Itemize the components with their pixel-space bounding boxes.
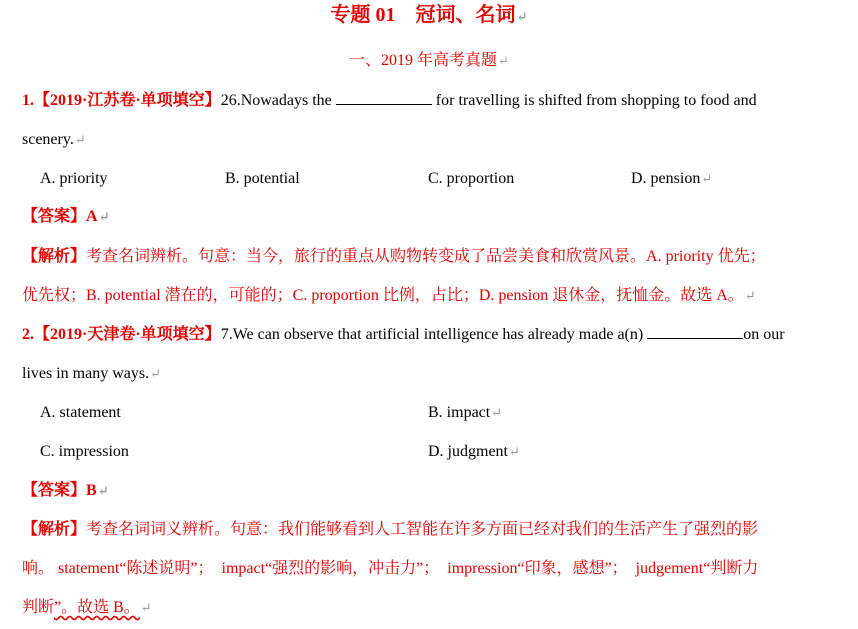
paragraph-mark: ↵: [150, 366, 161, 381]
section-heading-text: 一、2019 年高考真题: [349, 52, 498, 69]
section-heading: [0, 50, 858, 72]
q2-number: 2.: [22, 326, 34, 343]
q2-answer-value: B: [86, 482, 97, 499]
q2-analysis-text2: 响。 statement“陈述说明”； impact“强烈的影响，冲击力”； impression“印象，感想”； judgement“判断力: [22, 560, 759, 577]
q1-answer-value: A: [86, 208, 98, 225]
q1-number: 1.: [22, 92, 34, 109]
q2-analysis-line3: [22, 597, 840, 619]
q1-analysis-line1: [22, 246, 840, 268]
q2-stem-a: 7.We can observe that artificial intelligence has already made a(n): [220, 326, 644, 343]
q1-option-d-wrap: [631, 168, 712, 190]
q2-stem-line2: [22, 363, 840, 385]
paragraph-mark: ↵: [491, 405, 503, 420]
q2-stem-b: on our: [743, 326, 785, 343]
q1-option-c: C. proportion: [428, 170, 515, 187]
q1-blank: [336, 90, 432, 105]
q2-option-b-wrap: [428, 402, 502, 424]
q2-stem-line1: [22, 324, 840, 346]
q2-answer: [22, 480, 840, 502]
q1-answer-label: 【答案】: [22, 208, 87, 225]
q2-option-c: C. impression: [40, 443, 129, 460]
paragraph-mark: ↵: [74, 132, 86, 147]
q2-analysis-text3b: ”。故选 B。: [54, 599, 140, 616]
q1-answer: [22, 206, 840, 228]
paragraph-mark: ↵: [701, 171, 713, 186]
page-title: [0, 4, 858, 28]
q2-analysis-line2: [22, 558, 840, 580]
q1-analysis-line2: [22, 285, 840, 307]
q1-analysis-label: 【解析】: [22, 248, 87, 265]
paragraph-mark: ↵: [516, 9, 528, 24]
q2-option-b: B. impact: [428, 404, 491, 421]
q2-option-d: D. judgment: [428, 443, 508, 460]
q1-stem-a: 26.Nowadays the: [220, 92, 332, 109]
paragraph-mark: ↵: [509, 444, 520, 459]
q1-stem-line1: [22, 90, 840, 112]
paragraph-mark: ↵: [97, 483, 109, 498]
paragraph-mark: ↵: [140, 600, 152, 615]
q2-blank: [647, 324, 743, 339]
q2-answer-label: 【答案】: [22, 482, 87, 499]
q2-analysis-text1: 考查名词词义辨析。句意：我们能够看到人工智能在许多方面已经对我们的生活产生了强烈的影: [86, 521, 759, 538]
q2-option-d-wrap: [428, 441, 520, 463]
paragraph-mark: ↵: [98, 209, 110, 224]
q1-option-d: D. pension: [631, 170, 701, 187]
q2-analysis-line1: [22, 519, 840, 541]
q1-stem-line2: [22, 129, 840, 151]
q2-option-a: A. statement: [40, 404, 121, 421]
q1-option-a: A. priority: [40, 170, 108, 187]
q1-analysis-text1: 考查名词辨析。句意：当今，旅行的重点从购物转变成了品尝美食和欣赏风景。A. priority 优先；: [86, 248, 766, 265]
paragraph-mark: ↵: [498, 53, 509, 68]
paragraph-mark: ↵: [744, 288, 756, 303]
q2-analysis-label: 【解析】: [22, 521, 87, 538]
q1-stem-c: scenery.: [22, 131, 74, 148]
q2-stem-c: lives in many ways.: [22, 365, 150, 382]
q1-source: 【2019·江苏卷·单项填空】: [34, 92, 221, 109]
q2-source: 【2019·天津卷·单项填空】: [34, 326, 221, 343]
q1-stem-b: for travelling is shifted from shopping to food and: [435, 92, 757, 109]
q1-analysis-text2: 优先权；B. potential 潜在的，可能的；C. proportion 比例，占比；D. pension 退休金，抚恤金。故选 A。: [22, 287, 744, 304]
q2-analysis-text3a: 判断: [22, 599, 55, 616]
page-title-text: 专题 01 冠词、名词: [330, 4, 516, 26]
q1-option-b: B. potential: [225, 170, 300, 187]
